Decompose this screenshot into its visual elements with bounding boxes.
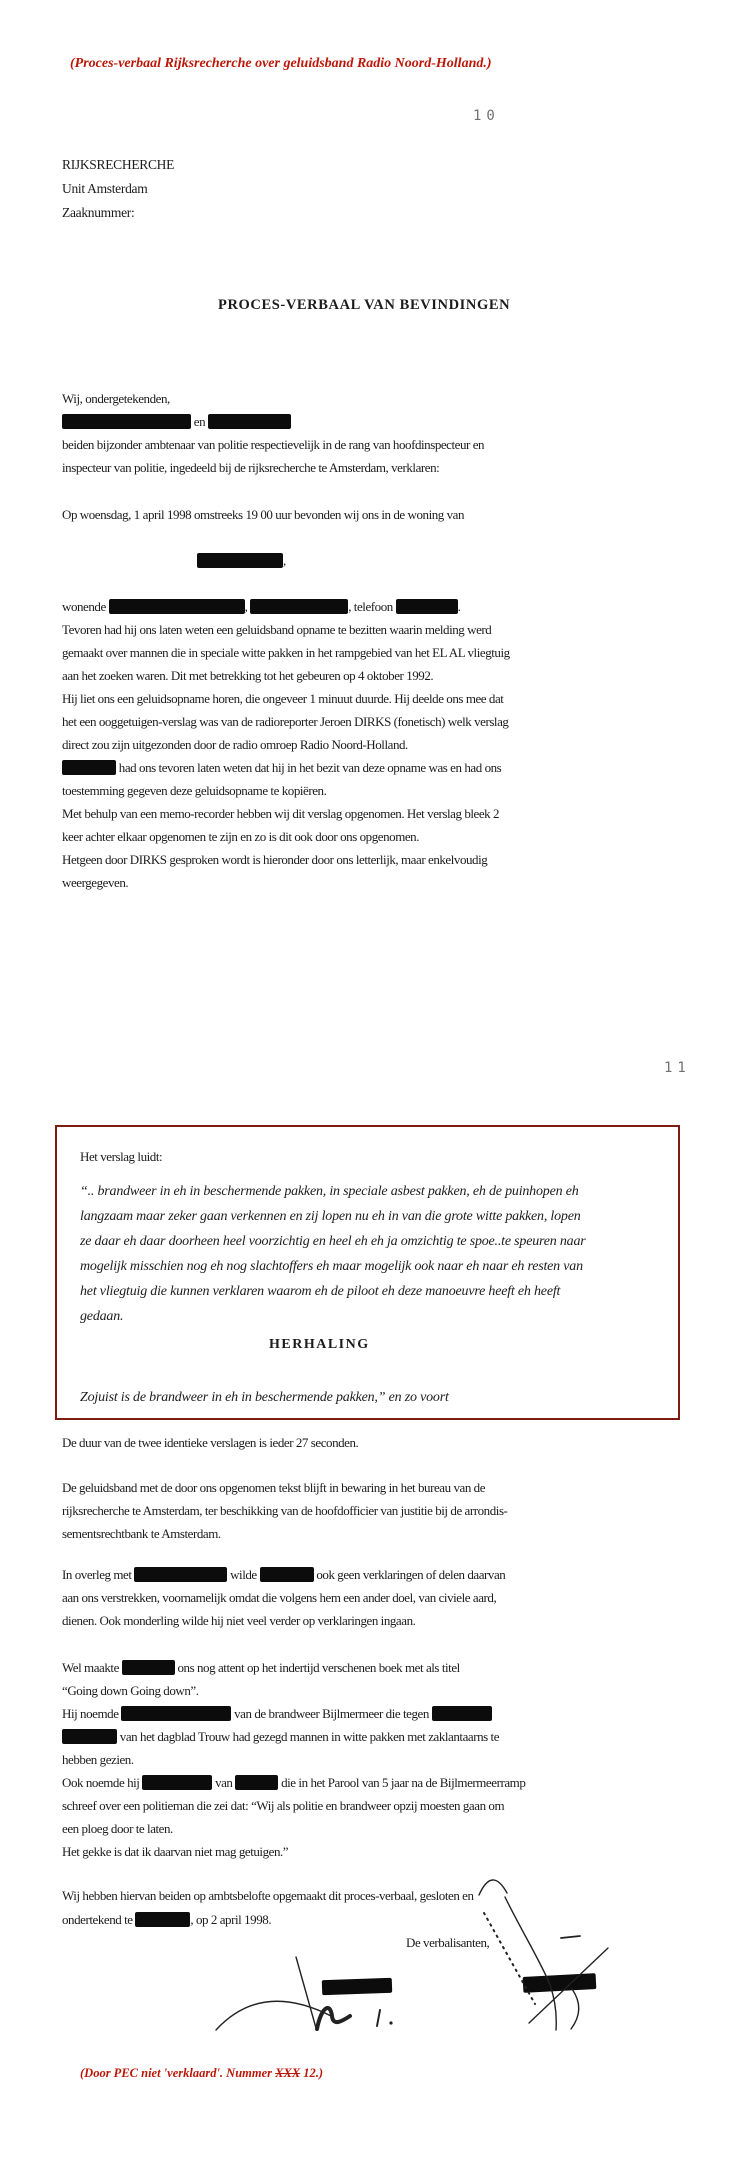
- duration-line: De duur van de twee identieke verslagen is ieder 27 seconden.: [62, 1435, 359, 1450]
- transcript-box: [55, 1125, 680, 1420]
- top-red-annotation: (Proces-verbaal Rijksrecherche over geluidsband Radio Noord-Holland.): [70, 56, 492, 71]
- page-number-11: 11: [664, 1060, 691, 1076]
- signature-stroke: [561, 1936, 580, 1938]
- redacted-names-line: [62, 410, 484, 433]
- case-number-label: Zaaknummer:: [62, 205, 135, 220]
- body-line-redacted: Wel maakte ons nog attent op het indertijd verschenen boek met als titel: [62, 1660, 460, 1675]
- page-number-10: 10: [473, 108, 500, 124]
- body-line: direct zou zijn uitgezonden door de radio omroep Radio Noord-Holland.: [62, 737, 408, 752]
- signature-left: [216, 1957, 393, 2030]
- signature-stroke: [571, 1989, 579, 2029]
- body-line: het een ooggetuigen-verslag was van de radioreporter Jeroen DIRKS (fonetisch) welk verslag: [62, 714, 509, 729]
- redaction-bar: [432, 1706, 492, 1721]
- body-line: Tevoren had hij ons laten weten een geluidsband opname te bezitten waarin melding werd: [62, 622, 492, 637]
- body-line-redacted: Ook noemde hij van die in het Parool van 5 jaar na de Bijlmermeerramp: [62, 1775, 526, 1790]
- body-line-redacted: Hij noemde van de brandweer Bijlmermeer die tegen: [62, 1702, 525, 1725]
- quote-line: ze daar eh daar doorheen heel voorzichtig en heel eh eh ja omzichtig te spoe..te speuren naar: [80, 1234, 586, 1249]
- transcript-quote: [80, 1179, 586, 1329]
- body-line-redacted: ondertekend te , op 2 april 1998.: [62, 1912, 272, 1927]
- redaction-bar: [250, 599, 348, 614]
- quote-line: “.. brandweer in eh in beschermende pakken, in speciale asbest pakken, eh de puinhopen eh: [80, 1184, 579, 1199]
- signature-stroke: [317, 2008, 350, 2029]
- footer-struck-text: XXX: [275, 2066, 301, 2080]
- body-line: keer achter elkaar opgenomen te zijn en zo is dit ook door ons opgenomen.: [62, 829, 420, 844]
- body-line: Met behulp van een memo-recorder hebben wij dit verslag opgenomen. Het verslag bleek 2: [62, 806, 500, 821]
- redaction-bar: [197, 553, 283, 568]
- references-paragraph: [62, 1656, 525, 1863]
- org-unit: Unit Amsterdam: [62, 181, 148, 196]
- body-paragraph: [62, 595, 510, 894]
- custody-paragraph: [62, 1476, 507, 1545]
- quote-line: gedaan.: [80, 1309, 124, 1324]
- body-line-redacted-start: had ons tevoren laten weten dat hij in het bezit van deze opname was en had ons: [62, 756, 510, 779]
- document-title: PROCES-VERBAAL VAN BEVINDINGEN: [218, 297, 511, 313]
- redaction-bar: [208, 414, 291, 429]
- transcript-label: Het verslag luidt:: [80, 1149, 163, 1164]
- body-line: De geluidsband met de door ons opgenomen tekst blijft in bewaring in het bureau van de: [62, 1480, 486, 1495]
- body-line: een ploeg door te laten.: [62, 1821, 173, 1836]
- body-line: gemaakt over mannen die in speciale witte pakken in het rampgebied van het EL AL vliegtuig: [62, 645, 510, 660]
- body-line: Hij liet ons een geluidsopname horen, die ongeveer 1 minuut duurde. Hij deelde ons mee dat: [62, 691, 504, 706]
- signature-stroke-dotted: [484, 1913, 535, 2004]
- body-line: “Going down Going down”.: [62, 1683, 199, 1698]
- bottom-red-annotation: [80, 2066, 323, 2081]
- body-line: hebben gezien.: [62, 1752, 134, 1767]
- redaction-bar: [62, 1729, 117, 1744]
- signature-stroke: [529, 1948, 608, 2023]
- overleg-paragraph: [62, 1563, 505, 1632]
- redaction-bar: [122, 1660, 175, 1675]
- body-line: Het gekke is dat ik daarvan niet mag getuigen.”: [62, 1844, 289, 1859]
- body-line: toestemming gegeven deze geluidsopname te kopiëren.: [62, 783, 327, 798]
- intro-line: inspecteur van politie, ingedeeld bij de rijksrecherche te Amsterdam, verklaren:: [62, 460, 440, 475]
- redaction-bar: [260, 1567, 314, 1582]
- body-line: schreef over een politieman die zei dat: “Wij als politie en brandweer opzij moesten gaan om: [62, 1798, 505, 1813]
- body-line: rijksrecherche te Amsterdam, ter beschikking van de hoofdofficier van justitie bij de arrondis-: [62, 1503, 508, 1518]
- quote-line: het vliegtuig die kunnen verklaren waarom eh de piloot eh deze manoeuvre heeft eh heeft: [80, 1284, 561, 1299]
- signature-stroke: [377, 2010, 380, 2026]
- quote-line: langzaam maar zeker gaan verkennen en zij lopen nu eh in van die grote witte pakken, lopen: [80, 1209, 581, 1224]
- body-line-redacted: In overleg met wilde ook geen verklaringen of delen daarvan: [62, 1567, 506, 1582]
- body-line: Wij hebben hiervan beiden op ambtsbelofte opgemaakt dit proces-verbaal, gesloten en: [62, 1888, 474, 1903]
- letterhead: [62, 153, 174, 225]
- redaction-bar: [142, 1775, 212, 1790]
- address-line: wonende , , telefoon .: [62, 599, 461, 614]
- redaction-bar: [134, 1567, 227, 1582]
- redaction-bar: [62, 760, 116, 775]
- herhaling-heading: HERHALING: [269, 1337, 370, 1352]
- redaction-bar: [396, 599, 458, 614]
- signature-dot: [389, 2021, 392, 2024]
- comma: ,: [283, 553, 286, 568]
- footer-text: 12.): [300, 2066, 324, 2080]
- quote-line: mogelijk misschien nog eh nog slachtoffers eh maar mogelijk ook naar eh naar eh resten van: [80, 1259, 583, 1274]
- body-line: aan het zoeken waren. Dit met betrekking tot het gebeuren op 4 oktober 1992.: [62, 668, 434, 683]
- body-line-redacted-start: van het dagblad Trouw had gezegd mannen in witte pakken met zaklantaarns te: [62, 1725, 525, 1748]
- intro-paragraph: [62, 387, 484, 479]
- date-line: Op woensdag, 1 april 1998 omstreeks 19 00 uur bevonden wij ons in de woning van: [62, 507, 465, 522]
- redaction-bar: [109, 599, 245, 614]
- intro-line: Wij, ondergetekenden,: [62, 391, 170, 406]
- body-line: sementsrechtbank te Amsterdam.: [62, 1526, 221, 1541]
- body-line: aan ons verstrekken, voornamelijk omdat die volgens hem een ander doel, van civiele aard,: [62, 1590, 497, 1605]
- repeat-quote-line: Zojuist is de brandweer in eh in beschermende pakken,” en zo voort: [80, 1390, 449, 1405]
- signature-stroke: [296, 1957, 316, 2028]
- body-line: weergegeven.: [62, 875, 129, 890]
- org-name: RIJKSRECHERCHE: [62, 157, 175, 172]
- conjunction: en: [191, 414, 208, 429]
- footer-text: (Door PEC niet 'verklaard'. Nummer: [80, 2066, 276, 2080]
- intro-line: beiden bijzonder ambtenaar van politie respectievelijk in de rang van hoofdinspecteur en: [62, 437, 485, 452]
- body-line: dienen. Ook monderling wilde hij niet veel verder op verklaringen ingaan.: [62, 1613, 416, 1628]
- redacted-name-centered: [197, 549, 286, 572]
- signatures: [150, 1855, 620, 2040]
- redaction-bar: [235, 1775, 278, 1790]
- verbalisanten-label: De verbalisanten,: [406, 1935, 490, 1950]
- body-line: Hetgeen door DIRKS gesproken wordt is hieronder door ons letterlijk, maar enkelvoudig: [62, 852, 488, 867]
- signature-right: [479, 1880, 608, 2030]
- signature-stroke: [479, 1880, 507, 1895]
- redaction-bar: [121, 1706, 231, 1721]
- redaction-bar: [62, 414, 191, 429]
